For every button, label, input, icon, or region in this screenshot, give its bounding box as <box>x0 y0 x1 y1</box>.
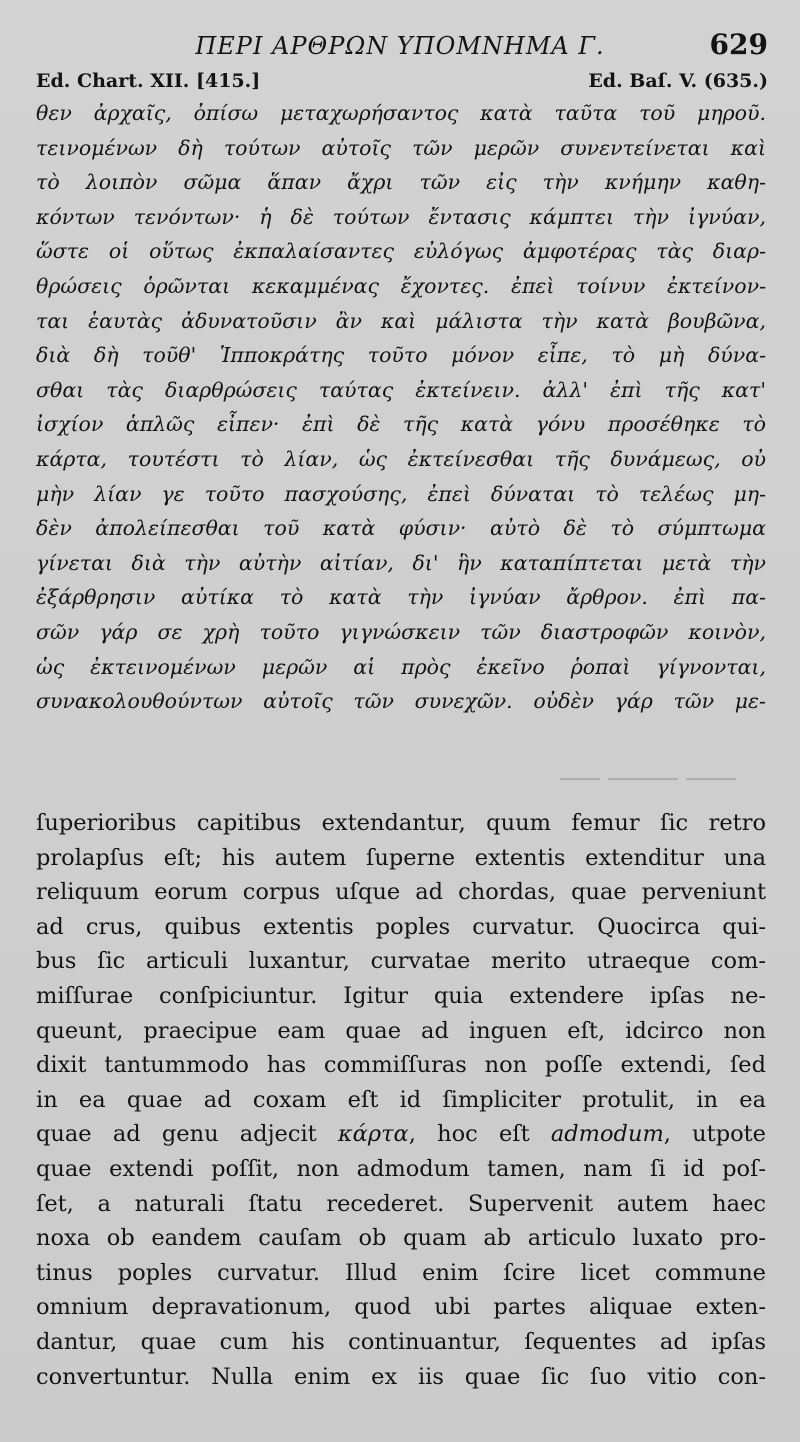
latin-text-line: quae ad genu adjecit κάρτα, hoc eſt admodum, utpote <box>36 1121 766 1148</box>
page-header <box>0 28 800 68</box>
greek-text-line: σθαι τὰς διαρθρώσεις ταύτας ἐκτείνειν. ἀλλ' ἐπὶ τῆς κατ' <box>36 377 766 402</box>
latin-text-line: quae extendi poſſit, non admodum tamen, nam ſi id poſ- <box>36 1155 766 1182</box>
greek-text-line: ὥστε οἱ οὕτως ἐκπαλαίσαντες εὐλόγως ἀμφοτέρας τὰς διαρ- <box>36 239 766 264</box>
greek-text-line: κάρτα, τουτέστι τὸ λίαν, ὡς ἐκτείνεσθαι τῆς δυνάμεως, οὐ <box>36 446 766 471</box>
greek-text-line: θρώσεις ὁρῶνται κεκαμμένας ἔχοντες. ἐπεὶ τοίνυν ἐκτείνον- <box>36 273 766 298</box>
greek-text-line: ται ἑαυτὰς ἀδυνατοῦσιν ἂν καὶ μάλιστα τὴν κατὰ βουβῶνα, <box>36 308 766 333</box>
latin-text-line: tinus poples curvatur. Illud enim ſcire licet commune <box>36 1259 766 1286</box>
latin-text-line: ſuperioribus capitibus extendantur, quum femur ſic retro <box>36 810 766 836</box>
greek-text-line: ὡς ἐκτεινομένων μερῶν αἱ πρὸς ἐκεῖνο ῥοπαὶ γίγνονται, <box>36 654 766 679</box>
latin-text-line: in ea quae ad coxam eſt id ſimpliciter protulit, in ea <box>36 1086 766 1113</box>
latin-text-block <box>36 806 766 1394</box>
greek-text-block <box>36 96 766 719</box>
running-title: ΠΕΡΙ ΑΡΘΡΩΝ ΥΠΟΜΝΗΜΑ Γ. <box>195 32 605 60</box>
latin-text-line: noxa ob eandem cauſam ob quam ab articulo luxato pro- <box>36 1225 766 1252</box>
greek-text-line: ἐξάρθρησιν αὐτίκα τὸ κατὰ τὴν ἰγνύαν ἄρθρον. ἐπὶ πα- <box>36 585 766 610</box>
show-through-marks <box>560 768 760 782</box>
greek-text-line: μὴν λίαν γε τοῦτο πασχούσης, ἐπεὶ δύναται τὸ τελέως μη- <box>36 481 766 506</box>
latin-text-line: bus ſic articuli luxantur, curvatae merito utraeque com- <box>36 948 766 975</box>
greek-text-line: τεινομένων δὴ τούτων αὐτοῖς τῶν μερῶν συνεντείνεται καὶ <box>36 135 766 160</box>
latin-text-line: prolapſus eſt; his autem ſuperne extentis extenditur una <box>36 844 766 871</box>
greek-text-line: ἰσχίον ἁπλῶς εἶπεν· ἐπὶ δὲ τῆς κατὰ γόνυ προσέθηκε τὸ <box>36 412 766 437</box>
latin-text-line: queunt, praecipue eam quae ad inguen eſt, idcirco non <box>36 1017 766 1044</box>
greek-text-line: θεν ἀρχαῖς, ὀπίσω μεταχωρήσαντος κατὰ ταῦτα τοῦ μηροῦ. <box>36 101 766 125</box>
greek-text-line: συνακολουθούντων αὐτοῖς τῶν συνεχῶν. οὐδὲν γάρ τῶν με- <box>36 689 766 714</box>
edition-reference-line <box>36 70 768 96</box>
greek-text-line: κόντων τενόντων· ἡ δὲ τούτων ἔντασις κάμπτει τὴν ἰγνύαν, <box>36 204 766 229</box>
latin-text-line: dixit tantummodo has commiſſuras non poſſe extendi, ſed <box>36 1052 766 1079</box>
edition-chartier-ref: Ed. Chart. XII. [415.] <box>36 70 261 92</box>
latin-text-line: ad crus, quibus extentis poples curvatur. Quocirca qui- <box>36 913 766 940</box>
latin-text-line: miſſurae conſpiciuntur. Igitur quia extendere ipſas ne- <box>36 982 766 1009</box>
greek-text-line: γίνεται διὰ τὴν αὐτὴν αἰτίαν, δι' ἣν καταπίπτεται μετὰ τὴν <box>36 550 766 575</box>
latin-text-line: ſet, a naturali ſtatu recederet. Supervenit autem haec <box>36 1190 766 1217</box>
latin-text-line: omnium depravationum, quod ubi partes aliquae exten- <box>36 1294 766 1321</box>
greek-text-line: δὲν ἀπολείπεσθαι τοῦ κατὰ φύσιν· αὐτὸ δὲ τὸ σύμπτωμα <box>36 516 766 541</box>
latin-text-line: convertuntur. Nulla enim ex iis quae ſic ſuo vitio con- <box>36 1363 766 1390</box>
edition-basel-ref: Ed. Baſ. V. (635.) <box>588 70 768 92</box>
latin-text-line: dantur, quae cum his continuantur, ſequentes ad ipſas <box>36 1328 766 1355</box>
greek-text-line: τὸ λοιπὸν σῶμα ἅπαν ἄχρι τῶν εἰς τὴν κνήμην καθη- <box>36 170 766 195</box>
greek-text-line: διὰ δὴ τοῦθ' Ἱπποκράτης τοῦτο μόνον εἶπε, τὸ μὴ δύνα- <box>36 343 766 368</box>
latin-text-line: reliquum eorum corpus uſque ad chordas, quae perveniunt <box>36 879 766 906</box>
page-number: 629 <box>709 28 768 61</box>
greek-text-line: σῶν γάρ σε χρὴ τοῦτο γιγνώσκειν τῶν διαστροφῶν κοινὸν, <box>36 619 766 644</box>
